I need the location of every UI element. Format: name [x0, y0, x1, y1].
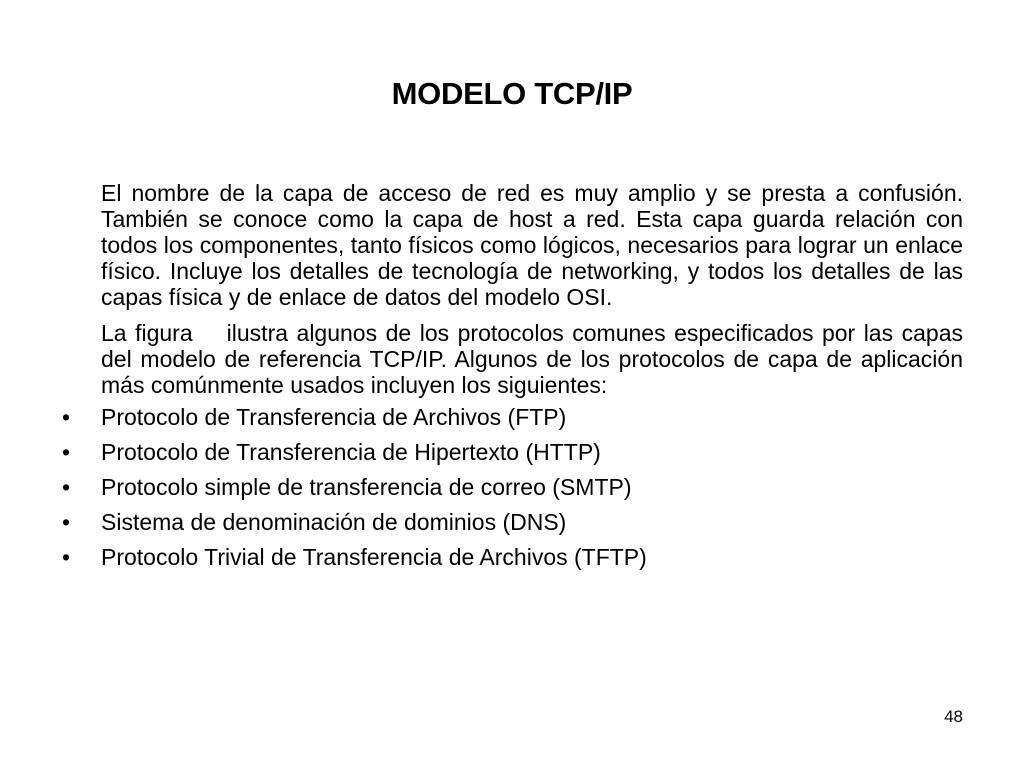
- list-item-text: Protocolo de Transferencia de Archivos (FTP): [101, 404, 567, 430]
- slide-body: [61, 180, 970, 579]
- list-item: [61, 474, 963, 509]
- bullet-icon: •: [61, 404, 71, 430]
- page-number: 48: [944, 707, 963, 726]
- list-item: [61, 439, 963, 474]
- slide-title: MODELO TCP/IP: [391, 76, 633, 111]
- bullet-icon: •: [61, 474, 71, 500]
- protocol-list: [61, 404, 963, 579]
- paragraph-network-access-layer: El nombre de la capa de acceso de red es muy amplio y se presta a confusión. También se conoce como la capa de host a red. Esta capa guarda relación con todos los componentes, tanto físicos como lógicos, necesarios para lograr un enlace físico. Incluye los detalles de tecnología de networking, y todos los detalles de las capas física y de enlace de datos del modelo OSI.: [101, 180, 963, 310]
- list-item-text: Protocolo simple de transferencia de correo (SMTP): [101, 474, 632, 500]
- list-item: [61, 509, 963, 544]
- list-item-text: Protocolo Trivial de Transferencia de Archivos (TFTP): [101, 544, 647, 570]
- paragraph-protocols-intro: La figura ilustra algunos de los protocolos comunes especificados por las capas del modelo de referencia TCP/IP. Algunos de los protocolos de capa de aplicación más comúnmente usados incluyen los siguientes:: [101, 320, 970, 398]
- bullet-icon: •: [61, 544, 71, 570]
- list-item-text: Sistema de denominación de dominios (DNS): [101, 509, 567, 535]
- list-item-text: Protocolo de Transferencia de Hipertexto (HTTP): [101, 439, 601, 465]
- bullet-icon: •: [61, 439, 71, 465]
- bullet-icon: •: [61, 509, 71, 535]
- list-item: [61, 404, 963, 439]
- list-item: [61, 544, 963, 579]
